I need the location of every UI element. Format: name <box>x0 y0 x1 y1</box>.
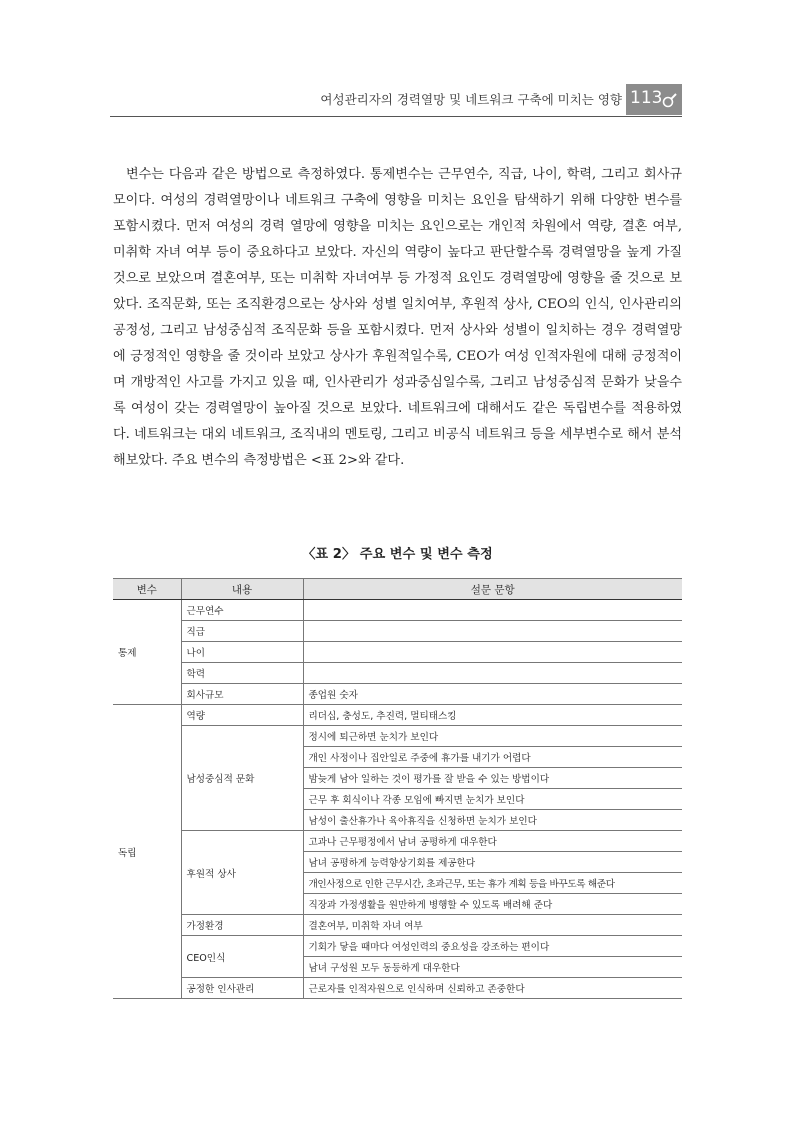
content-cell: 나이 <box>181 642 303 663</box>
content-cell: 근무연수 <box>181 600 303 621</box>
page-number: 113 <box>630 88 663 108</box>
content-cell: CEO인식 <box>181 936 303 978</box>
question-cell: 직장과 가정생활을 원만하게 병행할 수 있도록 배려해 준다 <box>303 894 682 915</box>
table-caption: 〈표 2〉 주요 변수 및 변수 측정 <box>302 547 493 562</box>
header-content: 내용 <box>181 579 303 600</box>
magnifier-icon <box>661 90 679 110</box>
question-cell <box>303 663 682 684</box>
content-cell: 회사규모 <box>181 684 303 705</box>
table-row <box>113 978 682 999</box>
content-cell: 남성중심적 문화 <box>181 726 303 831</box>
question-cell: 고과나 근무평정에서 남녀 공평하게 대우한다 <box>303 831 682 852</box>
question-cell: 결혼여부, 미취학 자녀 여부 <box>303 915 682 936</box>
table-row <box>113 915 682 936</box>
running-header <box>110 84 682 117</box>
question-cell: 종업원 숫자 <box>303 684 682 705</box>
group-control: 통제 <box>113 600 181 705</box>
question-cell: 리더십, 충성도, 추진력, 멀티태스킹 <box>303 705 682 726</box>
question-cell: 기회가 닿을 때마다 여성인력의 중요성을 강조하는 편이다 <box>303 936 682 957</box>
variable-table <box>113 578 682 999</box>
table-row <box>113 726 682 747</box>
question-cell: 정시에 퇴근하면 눈치가 보인다 <box>303 726 682 747</box>
question-cell: 근로자를 인적자원으로 인식하며 신뢰하고 존중한다 <box>303 978 682 999</box>
question-cell <box>303 621 682 642</box>
group-independent: 독립 <box>113 705 181 999</box>
running-title: 여성관리자의 경력열망 및 네트워크 구축에 미치는 영향 <box>320 92 622 107</box>
content-cell: 역량 <box>181 705 303 726</box>
table-row <box>113 705 682 726</box>
content-cell: 가정환경 <box>181 915 303 936</box>
question-cell <box>303 642 682 663</box>
header-variable: 변수 <box>113 579 181 600</box>
question-cell: 개인사정으로 인한 근무시간, 초과근무, 또는 휴가 계획 등을 바꾸도록 해준다 <box>303 873 682 894</box>
table-row <box>113 642 682 663</box>
table-row <box>113 621 682 642</box>
table-row <box>113 831 682 852</box>
question-cell: 남녀 구성원 모두 동등하게 대우한다 <box>303 957 682 978</box>
question-cell: 남녀 공평하게 능력향상기회를 제공한다 <box>303 852 682 873</box>
question-cell: 남성이 출산휴가나 육아휴직을 신청하면 눈치가 보인다 <box>303 810 682 831</box>
body-paragraph: 변수는 다음과 같은 방법으로 측정하였다. 통제변수는 근무연수, 직급, 나이, 학력, 그리고 회사규모이다. 여성의 경력열망이나 네트워크 구축에 영향을 미치는 요인을 탐색하기 위해 다양한 변수를 포함시켰다. 먼저 여성의 경력 열망에 영향을 미치는 요인으로는 개인적 차원에서 역량, 결혼 여부, 미취학 자녀 여부 등이 중요하다고 보았다. 자신의 역량이 높다고 판단할수록 경력열망을 높게 가질 것으로 보았으며 결혼여부, 또는 미취학 자녀여부 등 가정적 요인도 경력열망에 영향을 줄 것으로 보았다. 조직문화, 또는 조직환경으로는 상사와 성별 일치여부, 후원적 상사, CEO의 인식, 인사관리의 공정성, 그리고 남성중심적 조직문화 등을 포함시켰다. 먼저 상사와 성별이 일치하는 경우 경력열망에 긍정적인 영향을 줄 것이라 보았고 상사가 후원적일수록, CEO가 여성 인적자원에 대해 긍정적이며 개방적인 사고를 가지고 있을 때, 인사관리가 성과중심일수록, 그리고 남성중심적 문화가 낮을수록 여성이 갖는 경력열망이 높아질 것으로 보았다. 네트워크에 대해서도 같은 독립변수를 적용하였다. 네트워크는 대외 네트워크, 조직내의 멘토링, 그리고 비공식 네트워크 등을 세부변수로 해서 분석해보았다. 주요 변수의 측정방법은 <표 2>와 같다. <box>113 167 682 468</box>
table-row <box>113 663 682 684</box>
content-cell: 공정한 인사관리 <box>181 978 303 999</box>
table-header-row <box>113 579 682 600</box>
table-row <box>113 936 682 957</box>
table-row <box>113 684 682 705</box>
table-row <box>113 600 682 621</box>
question-cell: 밤늦게 남아 일하는 것이 평가를 잘 받을 수 있는 방법이다 <box>303 768 682 789</box>
page-number-box <box>626 84 682 115</box>
question-cell <box>303 600 682 621</box>
question-cell: 개인 사정이나 집안일로 주중에 휴가를 내기가 어렵다 <box>303 747 682 768</box>
header-question: 설문 문항 <box>303 579 682 600</box>
question-cell: 근무 후 회식이나 각종 모임에 빠지면 눈치가 보인다 <box>303 789 682 810</box>
content-cell: 직급 <box>181 621 303 642</box>
content-cell: 학력 <box>181 663 303 684</box>
content-cell: 후원적 상사 <box>181 831 303 915</box>
